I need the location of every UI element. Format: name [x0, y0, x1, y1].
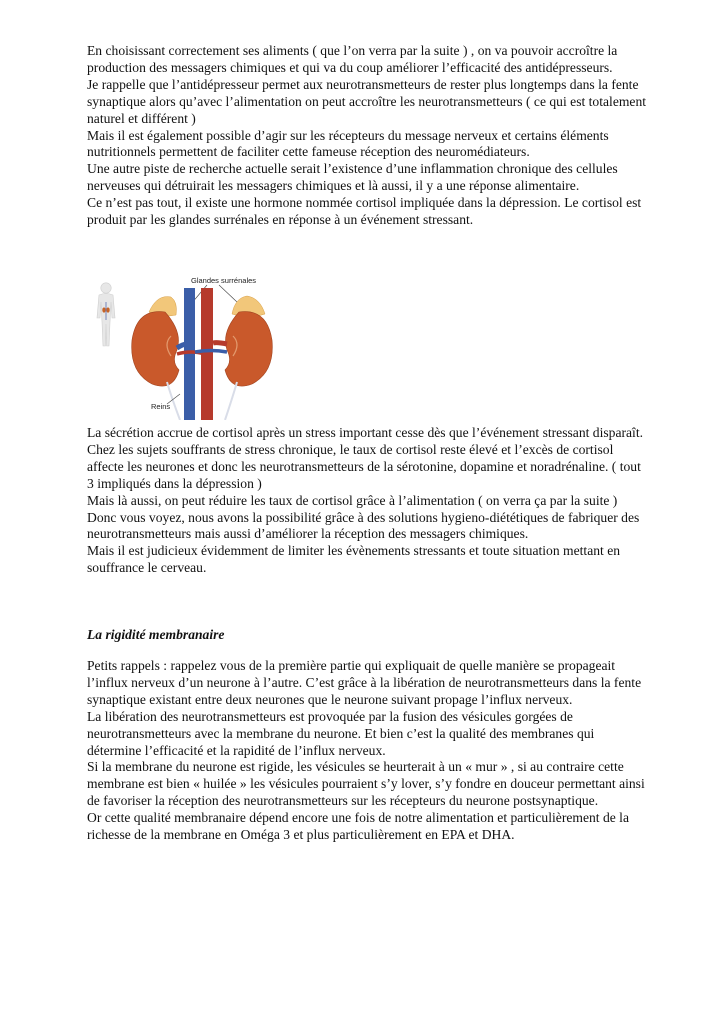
paragraph: Une autre piste de recherche actuelle serait l’existence d’une inflammation chronique des cellules nerveuses qui détruirait les messagers chimiques et là aussi, il y a une réponse alimentaire. — [87, 161, 618, 194]
paragraph: Si la membrane du neurone est rigide, les vésicules se heurterait à un « mur » , si au contraire cette membrane est bien « huilée » les vésicules pourraient s’y lover, s’y fondre en douceur permettant ainsi de favoriser la réception des neurotransmetteurs sur les récepteurs du neurone postsynaptique. — [87, 759, 645, 809]
paragraph: Mais il est judicieux évidemment de limiter les évènements stressants et toute situation mettant en souffrance le cerveau. — [87, 543, 621, 576]
paragraph: Petits rappels : rappelez vous de la première partie qui expliquait de quelle manière se propageait l’influx nerveux d’un neurone à l’autre. C’est grâce à la libération de neurotransmetteurs dans la fente synaptique existant entre deux neurones que le neurone suivant propage l’influx nerveux. — [87, 658, 642, 707]
paragraph: Donc vous voyez, nous avons la possibilité grâce à des solutions hygieno-diététiques de fabriquer des neurotransmetteurs mais aussi d’améliorer la réception des messagers chimiques. — [87, 509, 640, 542]
label-adrenal-glands: Glandes surrénales — [191, 276, 257, 285]
paragraph: En choisissant correctement ses aliments ( que l’on verra par la suite ) , on va pouvoir accroître la production des messagers chimiques et qui va du coup améliorer l’efficacité des antidépresseurs. — [87, 43, 618, 75]
paragraph: La sécrétion accrue de cortisol après un stress important cesse dès que l’événement stressant disparaît. Chez les sujets souffrants de stress chronique, le taux de cortisol reste élevé et l’excès de cortisol affecte les neurones et donc les neurotransmetteurs de la sérotonine, dopamine et noradrénaline. ( tout 3 impliqués dans la dépression ) — [87, 425, 644, 491]
paragraph: Mais là aussi, on peut réduire les taux de cortisol grâce à l’alimentation ( on verra ça par la suite ) — [87, 492, 618, 508]
section-heading: La rigidité membranaire — [87, 627, 225, 642]
paragraph: Je rappelle que l’antidépresseur permet aux neurotransmetteurs de rester plus longtemps dans la fente synaptique alors qu’avec l’alimentation on peut accroître les neurotransmetteurs ( ce qui est totalement naturel et différent ) — [87, 76, 647, 126]
section-cortisol-stress — [87, 425, 647, 577]
paragraph: Mais il est également possible d’agir sur les récepteurs du message nerveux et certains éléments nutritionnels permettent de faciliter cette fameuse réception des neuromédiateurs. — [87, 127, 609, 160]
paragraph: La libération des neurotransmetteurs est provoquée par la fusion des vésicules gorgées de neurotransmetteurs avec la membrane du neurone. Et bien c’est la qualité des membranes qui détermine l’efficacité et la rapidité de l’influx nerveux. — [87, 708, 595, 758]
paragraph: Ce n’est pas tout, il existe une hormone nommée cortisol impliquée dans la dépression. Le cortisol est produit par les glandes surrénales en réponse à un événement stressant. — [87, 195, 642, 228]
kidney-illustration — [87, 270, 287, 420]
kidney-diagram — [87, 270, 287, 420]
section-membrane-rigidity — [87, 658, 647, 844]
label-kidneys: Reins — [151, 402, 171, 411]
section-cortisol-intro — [87, 43, 647, 229]
blood-vessels — [167, 288, 237, 420]
paragraph: Or cette qualité membranaire dépend encore une fois de notre alimentation et particulièrement de la richesse de la membrane en Oméga 3 et plus particulièrement en EPA et DHA. — [87, 810, 629, 843]
